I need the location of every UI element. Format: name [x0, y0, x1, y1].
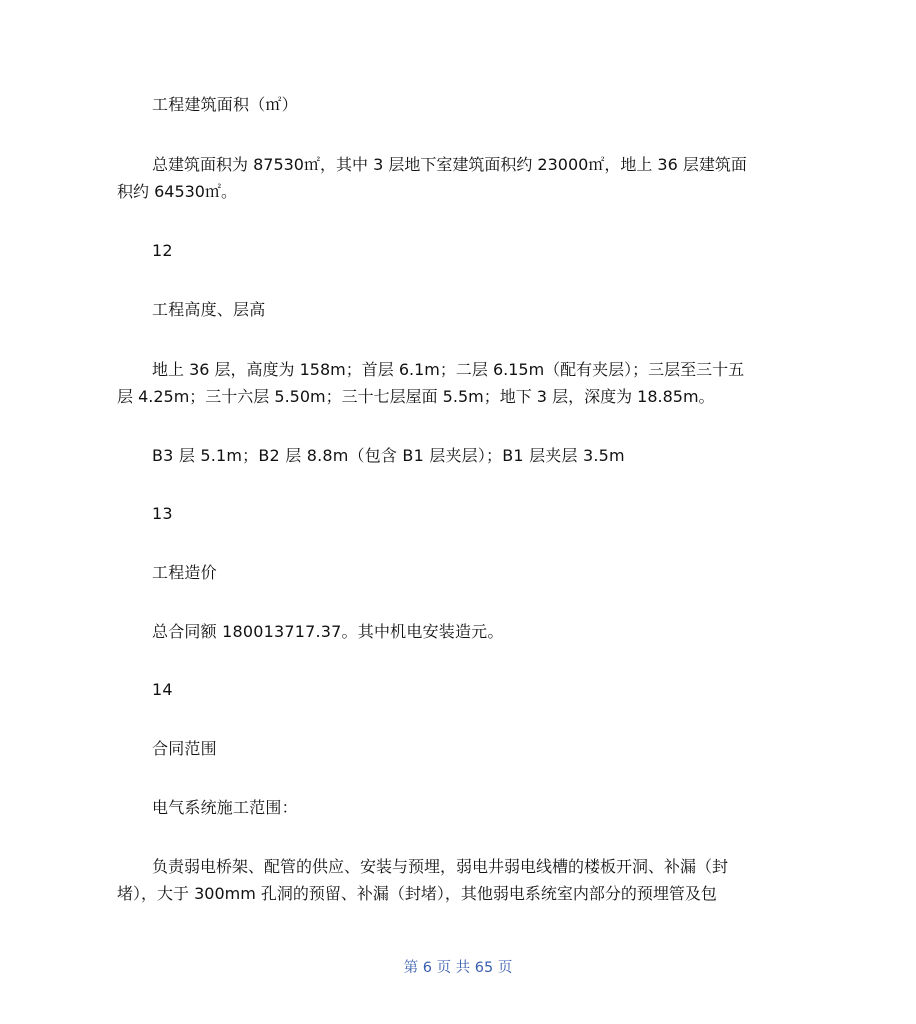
section-heading-contract-scope: 合同范围 — [152, 739, 217, 758]
paragraph-cost: 总合同额 180013717.37。其中机电安装造元。 — [152, 622, 504, 641]
paragraph-height — [117, 356, 801, 410]
paragraph-line: 负责弱电桥架、配管的供应、安装与预埋，弱电井弱电线槽的楼板开洞、补漏（封 — [152, 857, 729, 876]
section-heading-building-area: 工程建筑面积（㎡） — [152, 95, 298, 114]
section-heading-cost: 工程造价 — [152, 563, 217, 582]
paragraph-line: 堵），大于 300mm 孔洞的预留、补漏（封堵），其他弱电系统室内部分的预埋管及包 — [117, 884, 717, 903]
paragraph-line: 总建筑面积为 87530㎡，其中 3 层地下室建筑面积约 23000㎡，地上 36 层建筑面 — [152, 155, 747, 174]
section-heading-height: 工程高度、层高 — [152, 300, 266, 319]
section-number-13: 13 — [152, 504, 173, 523]
paragraph-line: 地上 36 层，高度为 158m；首层 6.1m；二层 6.15m（配有夹层）；三层至三十五 — [152, 360, 745, 379]
page-footer: 第 6 页 共 65 页 — [403, 960, 513, 976]
paragraph-line: 层 4.25m；三十六层 5.50m；三十七层屋面 5.5m；地下 3 层，深度为 18.85m。 — [117, 387, 715, 406]
paragraph-building-area — [117, 151, 801, 205]
paragraph-line: 积约 64530㎡。 — [117, 182, 237, 201]
paragraph-basement-levels: B3 层 5.1m；B2 层 8.8m（包含 B1 层夹层）；B1 层夹层 3.5m — [152, 446, 625, 465]
section-number-12: 12 — [152, 241, 173, 260]
section-subheading-electrical: 电气系统施工范围： — [152, 798, 298, 817]
paragraph-electrical-scope — [117, 853, 801, 907]
section-number-14: 14 — [152, 680, 173, 699]
